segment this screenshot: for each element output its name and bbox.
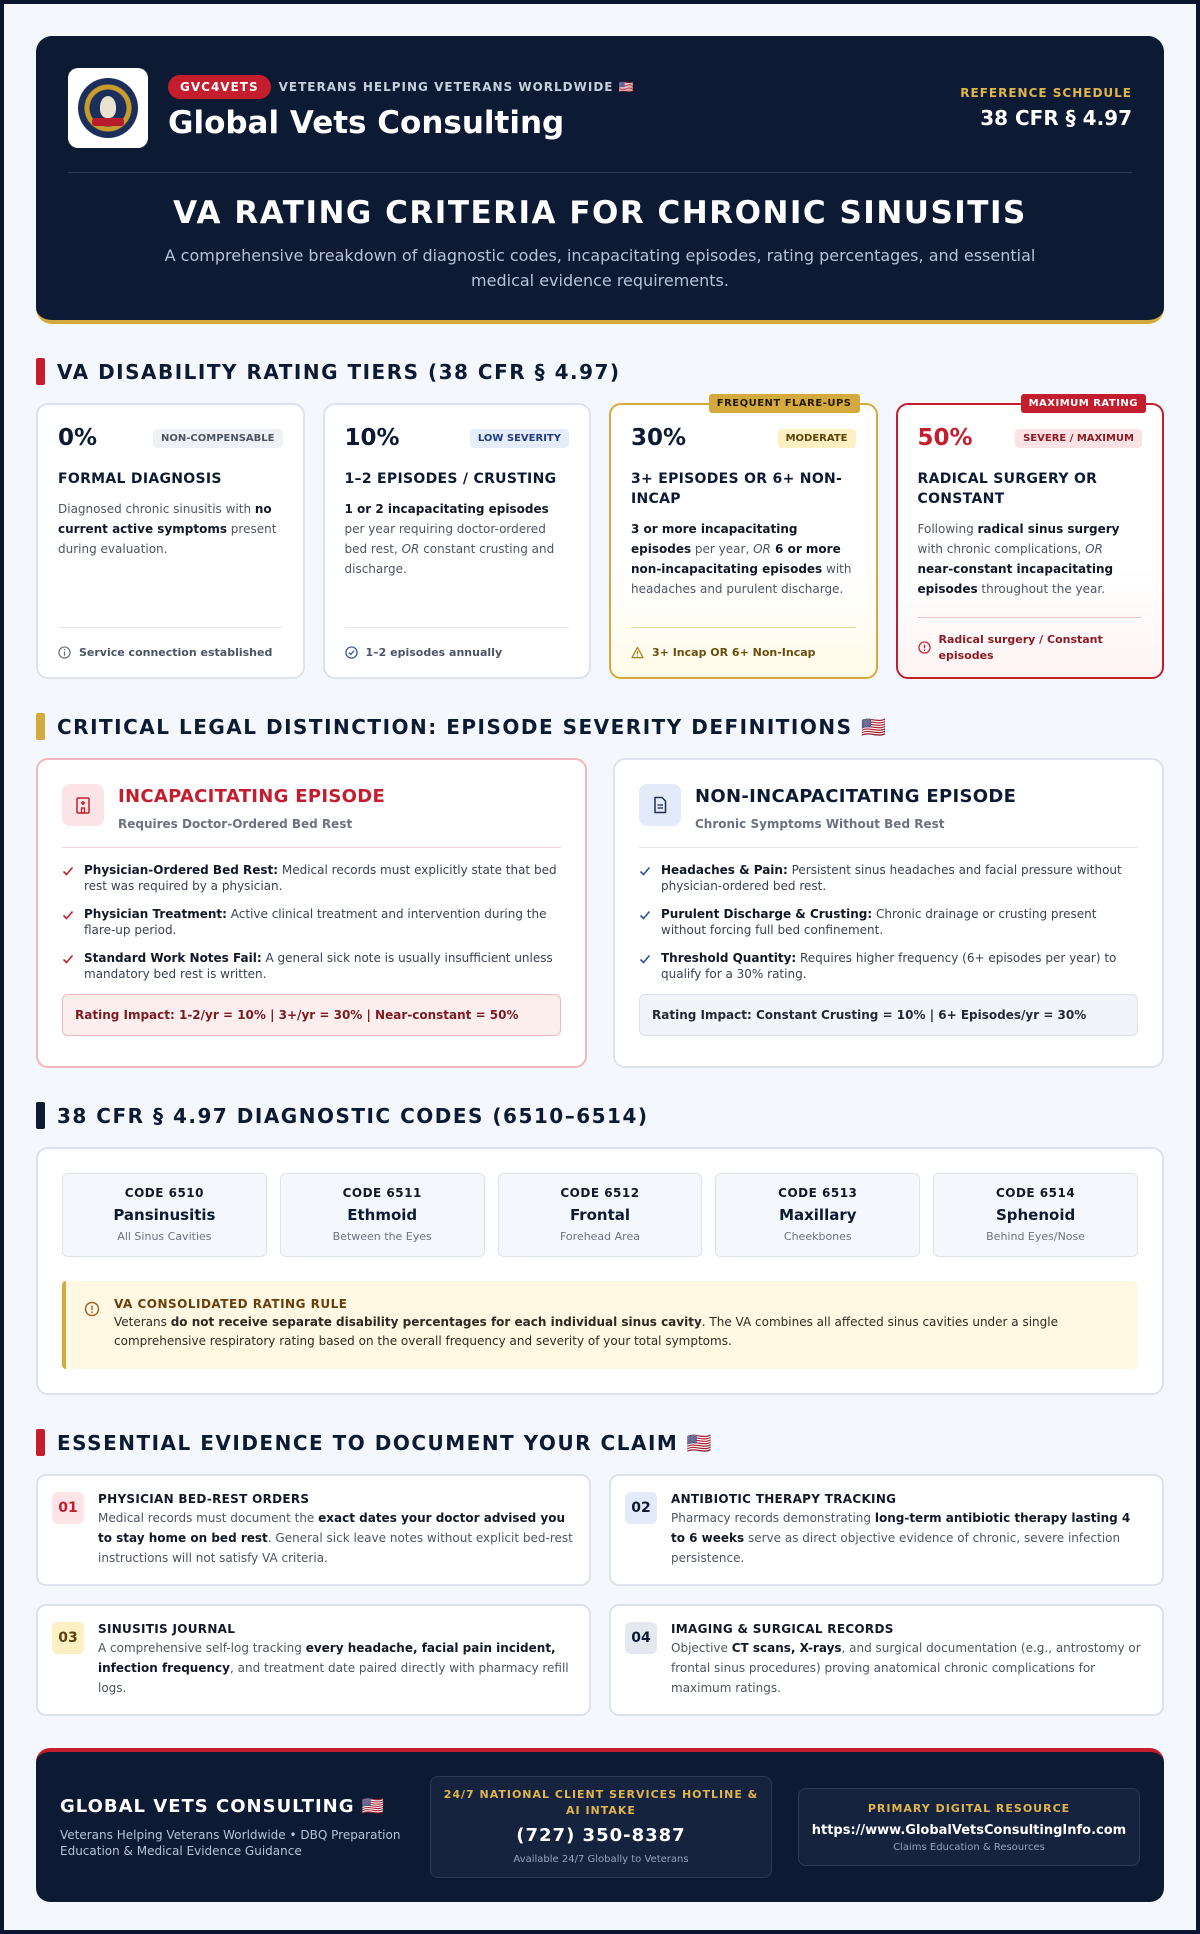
rule-content <box>114 1297 1120 1353</box>
list-item <box>639 906 1138 938</box>
code-number: CODE 6512 <box>560 1186 640 1200</box>
tier-footer <box>345 627 570 677</box>
evidence-card <box>609 1604 1164 1716</box>
evidence-text <box>671 1508 1148 1568</box>
section-heading <box>36 1102 1164 1129</box>
tier-description <box>58 499 283 559</box>
desc-text: present during evaluation. <box>58 522 277 556</box>
item-text: Medical records must explicitly state that bed rest was required by a physician. <box>84 863 557 893</box>
criteria-list <box>62 862 561 982</box>
section-heading <box>36 713 1164 740</box>
card-heading <box>695 784 1016 831</box>
brand-text <box>168 75 635 141</box>
tier-percent: 50% <box>917 425 973 451</box>
evidence-text-part: Medical records must document the <box>98 1511 319 1525</box>
section-heading <box>36 358 1164 385</box>
list-item-text <box>661 862 1138 894</box>
code-number: CODE 6513 <box>778 1186 858 1200</box>
warning-icon <box>631 646 644 659</box>
tier-title: 3+ EPISODES OR 6+ NON-INCAP <box>631 471 843 507</box>
brand-name: Global Vets Consulting <box>168 105 565 141</box>
tier-top <box>918 425 1143 451</box>
alert-circle-icon <box>918 641 931 654</box>
evidence-title: ANTIBIOTIC THERAPY TRACKING <box>671 1492 897 1506</box>
rule-text-bold: do not receive separate disability percentages for each individual sinus cavity <box>170 1315 702 1329</box>
code-name: Pansinusitis <box>113 1206 216 1224</box>
tier-ribbon: FREQUENT FLARE-UPS <box>709 394 860 413</box>
page <box>36 36 1164 1902</box>
evidence-card <box>36 1604 591 1716</box>
tier-description <box>631 519 856 599</box>
card-header <box>639 784 1138 831</box>
evidence-grid <box>36 1474 1164 1716</box>
code-list <box>62 1173 1138 1257</box>
desc-bold: near-constant incapacitating episodes <box>917 562 1114 596</box>
code-location: All Sinus Cavities <box>117 1230 212 1243</box>
evidence-text-part: serve as direct objective evidence of chronic, severe infection persistence. <box>671 1531 1121 1565</box>
tier-footer <box>631 627 856 677</box>
code-item <box>933 1173 1138 1257</box>
evidence-text <box>671 1638 1148 1698</box>
card-header <box>62 784 561 831</box>
evidence-title: SINUSITIS JOURNAL <box>98 1622 236 1636</box>
evidence-number: 01 <box>52 1492 84 1524</box>
rule-text-part: Veterans <box>114 1315 171 1329</box>
tier-card-30 <box>609 398 878 679</box>
item-text: Active clinical treatment and intervention during the flare-up period. <box>84 907 547 937</box>
page-subtitle: A comprehensive breakdown of diagnostic codes, incapacitating episodes, rating percentages, and essential medical evidence requirements. <box>164 246 1036 290</box>
tag-row <box>168 75 635 99</box>
check-icon <box>62 953 74 965</box>
hotline-label: 24/7 NATIONAL CLIENT SERVICES HOTLINE & AI INTAKE <box>443 1788 759 1817</box>
item-bold: Purulent Discharge & Crusting: <box>661 907 873 921</box>
rule-title: VA CONSOLIDATED RATING RULE <box>114 1297 348 1311</box>
code-location: Behind Eyes/Nose <box>986 1230 1086 1243</box>
diagnostic-codes-section <box>36 1102 1164 1395</box>
episode-definitions-section <box>36 713 1164 1068</box>
tier-top <box>58 425 283 451</box>
item-bold: Threshold Quantity: <box>661 951 797 965</box>
tier-badge: MODERATE <box>778 429 856 448</box>
evidence-content <box>671 1622 1148 1714</box>
code-item <box>280 1173 485 1257</box>
page-title: VA RATING CRITERIA FOR CHRONIC SINUSITIS <box>173 195 1027 231</box>
desc-or: OR <box>1085 542 1103 556</box>
desc-bold: no current active symptoms <box>58 502 272 536</box>
item-text: Persistent sinus headaches and facial pressure without physician-ordered bed rest. <box>661 863 1122 893</box>
list-item <box>62 950 561 982</box>
rating-impact: Rating Impact: 1-2/yr = 10% | 3+/yr = 30% | Near-constant = 50% <box>62 994 561 1036</box>
desc-text: per year requiring doctor-ordered bed rest, <box>344 522 546 556</box>
code-item <box>498 1173 703 1257</box>
evidence-card <box>609 1474 1164 1586</box>
list-item-text <box>84 950 561 982</box>
hero-header <box>36 36 1164 324</box>
divider <box>639 847 1138 848</box>
evidence-text-bold: every headache, facial pain incident, infection frequency <box>98 1641 556 1675</box>
card-subtitle: Requires Doctor-Ordered Bed Rest <box>118 817 353 831</box>
consolidated-rule-callout <box>62 1281 1138 1369</box>
check-icon <box>639 865 651 877</box>
evidence-number: 04 <box>625 1622 657 1654</box>
code-number: CODE 6514 <box>995 1186 1076 1200</box>
tier-ribbon: MAXIMUM RATING <box>1021 394 1146 413</box>
info-icon <box>58 646 71 659</box>
tier-percent: 0% <box>58 425 98 451</box>
code-item <box>715 1173 920 1257</box>
desc-text: Diagnosed chronic sinusitis with <box>58 502 255 516</box>
tier-footer-text: Service connection established <box>79 646 273 659</box>
evidence-number: 03 <box>52 1622 84 1654</box>
tier-top <box>345 425 570 451</box>
resource-note: Claims Education & Resources <box>893 1842 1045 1853</box>
hospital-icon <box>62 784 104 826</box>
tier-top <box>631 425 856 451</box>
phone-link[interactable]: (727) 350-8387 <box>516 1825 686 1846</box>
desc-bold: radical sinus surgery <box>977 522 1120 536</box>
section-accent-bar <box>36 1102 45 1129</box>
desc-text: with headaches and purulent discharge. <box>631 562 852 596</box>
evidence-title: PHYSICIAN BED-REST ORDERS <box>98 1492 310 1506</box>
criteria-list <box>639 862 1138 982</box>
tier-cards <box>36 398 1164 679</box>
resource-label: PRIMARY DIGITAL RESOURCE <box>867 1802 1071 1815</box>
website-link[interactable]: https://www.GlobalVetsConsultingInfo.com <box>811 1823 1127 1838</box>
evidence-content <box>98 1492 575 1584</box>
rule-text <box>114 1313 1120 1351</box>
section-accent-bar <box>36 358 45 385</box>
section-heading <box>36 1429 1164 1456</box>
code-name: Ethmoid <box>347 1206 418 1224</box>
tier-badge: LOW SEVERITY <box>470 429 569 448</box>
tier-title: FORMAL DIAGNOSIS <box>58 471 222 487</box>
hotline-box <box>430 1776 772 1878</box>
card-heading <box>118 784 385 831</box>
section-heading-text: CRITICAL LEGAL DISTINCTION: EPISODE SEVERITY DEFINITIONS 🇺🇸 <box>57 714 888 739</box>
evidence-content <box>671 1492 1148 1584</box>
rating-impact: Rating Impact: Constant Crusting = 10% | 6+ Episodes/yr = 30% <box>639 994 1138 1036</box>
evidence-text-bold: CT scans, X-rays <box>731 1641 842 1655</box>
section-accent-bar <box>36 713 45 740</box>
check-circle-icon <box>345 646 358 659</box>
footer-tagline: Veterans Helping Veterans Worldwide • DBQ Preparation Education & Medical Evidence Guidance <box>60 1827 401 1858</box>
desc-or: OR <box>401 542 420 556</box>
section-heading-text: ESSENTIAL EVIDENCE TO DOCUMENT YOUR CLAIM 🇺🇸 <box>57 1430 714 1455</box>
tier-card-0 <box>36 403 305 679</box>
desc-bold: 3 or more incapacitating episodes <box>631 522 798 556</box>
resource-box <box>798 1788 1140 1866</box>
evidence-text-part: Objective <box>671 1641 732 1655</box>
section-accent-bar <box>36 1429 45 1456</box>
code-name: Maxillary <box>779 1206 857 1224</box>
desc-text: Following <box>917 522 978 536</box>
tier-title: 1–2 EPISODES / CRUSTING <box>344 471 557 487</box>
footer-brand-name: GLOBAL VETS CONSULTING 🇺🇸 <box>60 1795 386 1817</box>
divider <box>68 172 1132 173</box>
reference-value: 38 CFR § 4.97 <box>980 106 1132 130</box>
list-item <box>62 906 561 938</box>
tier-footer <box>58 627 283 677</box>
evidence-text-part: , and treatment date paired directly with pharmacy refill logs. <box>98 1661 569 1695</box>
item-text: Chronic drainage or crusting present without forcing full bed confinement. <box>661 907 1097 937</box>
card-subtitle: Chronic Symptoms Without Bed Rest <box>695 817 945 831</box>
list-item <box>62 862 561 894</box>
code-location: Between the Eyes <box>332 1230 432 1243</box>
evidence-text-part: Pharmacy records demonstrating <box>671 1511 875 1525</box>
document-icon-svg <box>650 795 670 815</box>
rating-tiers-section <box>36 358 1164 679</box>
tier-badge: NON-COMPENSABLE <box>153 429 282 448</box>
code-location: Forehead Area <box>559 1230 640 1243</box>
code-item <box>62 1173 267 1257</box>
item-bold: Physician-Ordered Bed Rest: <box>84 863 279 877</box>
code-location: Cheekbones <box>783 1230 852 1243</box>
card-title: INCAPACITATING EPISODE <box>118 786 386 807</box>
evidence-text <box>98 1638 575 1698</box>
document-icon <box>639 784 681 826</box>
tier-description <box>918 519 1143 599</box>
item-bold: Headaches & Pain: <box>661 863 788 877</box>
evidence-number: 02 <box>625 1492 657 1524</box>
info-icon <box>84 1301 100 1317</box>
check-icon <box>62 909 74 921</box>
desc-text: throughout the year. <box>977 582 1106 596</box>
item-text: Requires higher frequency (6+ episodes per year) to qualify for a 30% rating. <box>661 951 1117 981</box>
section-heading-text: 38 CFR § 4.97 DIAGNOSTIC CODES (6510–6514) <box>57 1103 649 1128</box>
evidence-text-part: A comprehensive self-log tracking <box>98 1641 306 1655</box>
tier-card-10 <box>323 403 592 679</box>
desc-bold: 6 or more non-incapacitating episodes <box>631 542 841 576</box>
eagle-seal-icon <box>78 78 138 138</box>
code-number: CODE 6511 <box>342 1186 422 1200</box>
codes-card <box>36 1147 1164 1395</box>
hospital-icon-svg <box>73 795 93 815</box>
footer <box>36 1748 1164 1902</box>
check-icon <box>62 865 74 877</box>
tier-percent: 30% <box>631 425 687 451</box>
code-name: Frontal <box>569 1206 631 1224</box>
tier-description <box>345 499 570 579</box>
tier-percent: 10% <box>344 425 400 451</box>
list-item-text <box>84 862 561 894</box>
desc-text: constant crusting and discharge. <box>344 542 555 576</box>
item-text: A general sick note is usually insufficient unless mandatory bed rest is written. <box>84 951 553 981</box>
brand-badge: GVC4VETS <box>168 75 271 99</box>
code-name: Sphenoid <box>995 1206 1076 1224</box>
list-item-text <box>661 906 1138 938</box>
list-item <box>639 862 1138 894</box>
list-item <box>639 950 1138 982</box>
hotline-note: Available 24/7 Globally to Veterans <box>513 1854 689 1865</box>
list-item-text <box>84 906 561 938</box>
section-heading-text: VA DISABILITY RATING TIERS (38 CFR § 4.97) <box>57 359 621 384</box>
reference-label: REFERENCE SCHEDULE <box>960 86 1132 100</box>
logo <box>68 68 148 148</box>
rule-text-part: . The VA combines all affected sinus cavities under a single comprehensive respiratory rating based on the overall frequency and severity of your total symptoms. <box>114 1315 1058 1348</box>
desc-bold: 1 or 2 incapacitating episodes <box>344 502 549 516</box>
desc-text: with chronic complications, <box>917 542 1086 556</box>
item-bold: Physician Treatment: <box>84 907 227 921</box>
tier-card-50 <box>896 398 1165 679</box>
tier-badge: SEVERE / MAXIMUM <box>1015 429 1142 448</box>
non-incapacitating-card <box>613 758 1164 1068</box>
footer-brand <box>60 1796 404 1859</box>
list-item-text <box>661 950 1138 982</box>
evidence-text-bold: long-term antibiotic therapy lasting 4 to 6 weeks <box>671 1511 1131 1545</box>
tier-footer-text: 3+ Incap OR 6+ Non-Incap <box>652 646 816 659</box>
tier-footer-text: Radical surgery / Constant episodes <box>938 632 1103 662</box>
desc-text: per year, <box>691 542 754 556</box>
tier-footer-text: 1–2 episodes annually <box>365 646 503 659</box>
desc-or: OR <box>753 542 771 556</box>
evidence-card <box>36 1474 591 1586</box>
tier-title: RADICAL SURGERY OR CONSTANT <box>917 471 1098 507</box>
evidence-text-bold: exact dates your doctor advised you to stay home on bed rest <box>98 1511 566 1545</box>
reference-schedule <box>960 86 1132 130</box>
evidence-text-part: , and surgical documentation (e.g., antrostomy or frontal sinus procedures) proving anatomical chronic complications for maximum ratings. <box>671 1641 1141 1695</box>
evidence-section <box>36 1429 1164 1716</box>
tier-footer <box>918 617 1143 677</box>
evidence-text-part: . General sick leave notes without explicit bed-rest instructions will not satisfy VA criteria. <box>98 1531 573 1565</box>
evidence-text <box>98 1508 575 1568</box>
brand-tagline: VETERANS HELPING VETERANS WORLDWIDE 🇺🇸 <box>278 80 635 94</box>
check-icon <box>639 953 651 965</box>
item-bold: Standard Work Notes Fail: <box>84 951 262 965</box>
card-title: NON-INCAPACITATING EPISODE <box>695 786 1017 807</box>
episode-cards <box>36 758 1164 1068</box>
evidence-content <box>98 1622 575 1714</box>
check-icon <box>639 909 651 921</box>
incapacitating-card <box>36 758 587 1068</box>
evidence-title: IMAGING & SURGICAL RECORDS <box>671 1622 894 1636</box>
code-number: CODE 6510 <box>124 1186 205 1200</box>
divider <box>62 847 561 848</box>
